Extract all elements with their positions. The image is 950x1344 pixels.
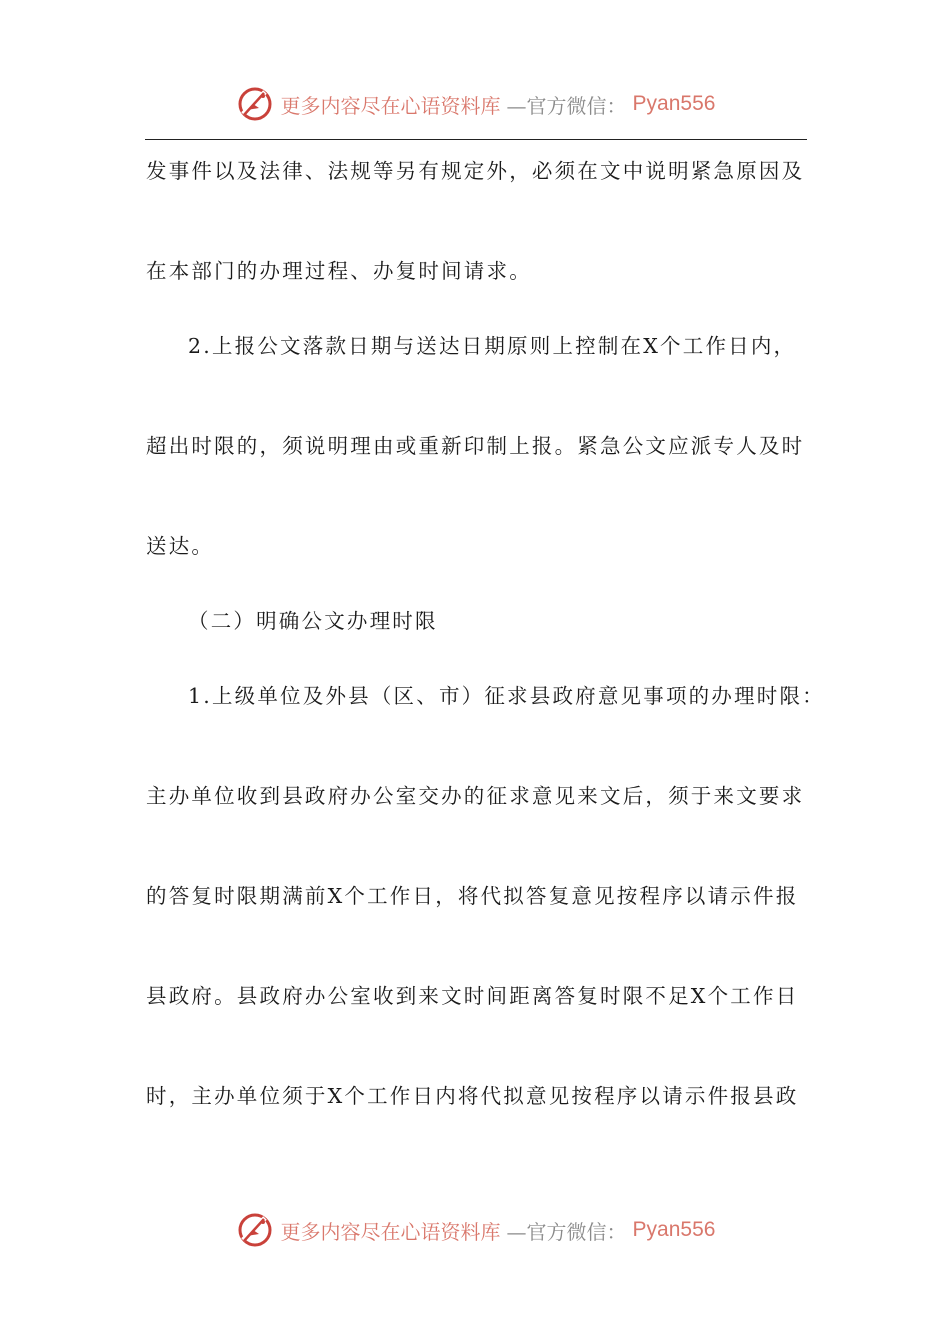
text-line: 超出时限的，须说明理由或重新印制上报。紧急公文应派专人及时 [146,434,805,458]
text-line: 在本部门的办理过程、办复时间请求。 [146,259,532,283]
section-heading: （二）明确公文办理时限 [188,609,438,633]
header-divider [145,139,807,140]
banner-wechat-label: —官方微信： [506,93,627,118]
banner-wechat-id: Pyan556 [632,1218,716,1241]
pen-logo-icon [235,1210,275,1250]
text-line: 县政府。县政府办公室收到来文时间距离答复时限不足X个工作日 [146,984,799,1008]
banner-title: 更多内容尽在心语资料库 [280,93,501,118]
text-line: 主办单位收到县政府办公室交办的征求意见来文后，须于来文要求 [146,784,805,808]
pen-logo-icon [235,84,275,124]
text-line: 2.上报公文落款日期与送达日期原则上控制在X个工作日内， [188,334,797,358]
text-line: 的答复时限期满前X个工作日，将代拟答复意见按程序以请示件报 [146,884,799,908]
text-line: 送达。 [146,534,215,558]
banner-wechat-id: Pyan556 [632,92,716,115]
text-line: 发事件以及法律、法规等另有规定外，必须在文中说明紧急原因及 [146,159,805,183]
text-line: 1.上级单位及外县（区、市）征求县政府意见事项的办理时限： [188,684,825,708]
header-banner [0,82,950,126]
footer-banner [0,1208,950,1252]
banner-wechat-label: —官方微信： [506,1219,627,1244]
banner-title: 更多内容尽在心语资料库 [280,1219,501,1244]
text-line: 时，主办单位须于X个工作日内将代拟意见按程序以请示件报县政 [146,1084,799,1108]
